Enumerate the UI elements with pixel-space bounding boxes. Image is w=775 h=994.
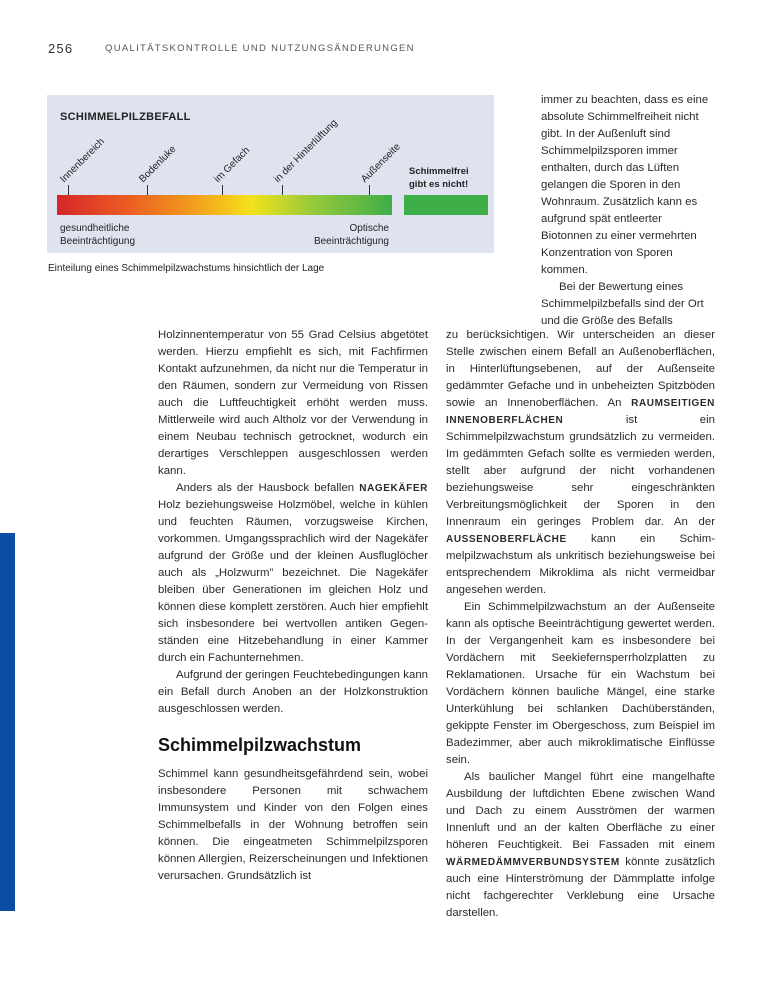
paragraph: Holzinnentemperatur von 55 Grad Celsius abgetötet werden. Hierzu empfiehlt es sich, mit Fachfirmen Kontakt aufzunehmen, da nicht nur die Temperatur in den Räumen, sondern zur Vermeidung von Rissen auch die Luftfeuchtigkeit erhöht werden muss. Mittlerweile wird auch Altholz vor der Verwendung in einem Neubau technisch getrocknet, wodurch ein derartiges Verschleppen ausgeschlossen werden kann. [158, 329, 428, 477]
tick-label-innenbereich: Innenbereich [58, 136, 107, 185]
mold-infestation-figure [47, 95, 494, 253]
severity-gradient-bar [57, 195, 392, 215]
paragraph: Ein Schimmelpilzwachstum an der Außenseite kann als optische Beeinträchtigung gewertet werden. In der Vergangenheit kam es insbesondere bei Vordächern mit Seekiefernsperrholzplatten zu Reklamationen. Ursache für ein Wachstum bei Vordächern können bauliche Mängel, eine starke Unterkühlung bei schlanken Dachüberständen, gekippte Fenster im Obergeschoss, zum Beispiel im Badezimmer, aber auch mikroklimatische Einflüsse sein. [446, 601, 715, 766]
chapter-tab-marker [0, 533, 15, 911]
text-column-right [446, 327, 715, 922]
keyword-nagekaefer: NAGEKÄFER [359, 483, 428, 494]
tick-label-aussenseite: Außenseite [359, 141, 403, 185]
figure-title: SCHIMMELPILZBEFALL [60, 111, 191, 123]
section-heading: Schimmelpilzwachstum [158, 735, 362, 755]
tick-label-bodenluke: Bodenluke [137, 143, 179, 185]
mold-free-box [404, 195, 488, 215]
text-column-top-right [541, 92, 713, 330]
paragraph: immer zu beachten, dass es eine absolute Schimmelfreiheit nicht gibt. In der Außenluft sind Schimmelpilzsporen immer enthalten, durch das Lüften gelangen die Sporen in den Wohnraum. Zusätzlich kann es aufgrund spät entleerter Biotonnen zu einer vermehrten Konzentration von Sporen kommen. [541, 94, 709, 276]
tick-label-hinterlueftung: in der Hinterlüftung [272, 117, 340, 185]
paragraph: Schimmel kann gesundheitsgefährdend sein, wobei insbesondere Personen mit schwachem Immunsystem und Kinder von den Folgen eines Schimmelbefalls in der Wohnung betroffen sein können. Die eingeatmeten Schimmelpilzsporen können Allergien, Reizerscheinungen und Infektionen verursachen. Grundsätzlich ist [158, 768, 428, 882]
figure-caption: Einteilung eines Schimmelpilzwachstums hinsichtlich der Lage [48, 263, 325, 274]
page-number: 256 [48, 41, 74, 56]
tick-label-gefach: im Gefach [212, 144, 253, 185]
paragraph: Anders als der Hausbock befallen NAGEKÄFER Holz beziehungsweise Holzmöbel, welche in kühlen und feuchten Räumen, vorzugsweise Kirchen, vorkommen. Umgangssprachlich wird der Nagekäfer aufgrund der Größe und der kleinen Ausfluglöcher auch als „Holzwurm” bezeichnet. Die Nagekäfer bleiben über Generationen im gleichen Holz und können diese komplett zerstören. Auch hier empfiehlt sich insbesondere bei wertvollen antiken Gegenständen eine Hitzebehandlung in einer Kammer durch ein Fachunternehmen. [158, 482, 428, 664]
paragraph: Als baulicher Mangel führt eine mangelhafte Ausbildung der luftdichten Ebene zwischen Wand und Dach zu einem Ausströmen der warmen Innenluft und an der kalten Oberfläche zu einer höheren Feuchtigkeit. Bei Fassaden mit einem WÄRMEDÄMMVERBUNDSYSTEM könnte zusätzlich auch eine Hinterströmung der Dämmplatte infolge nicht fachgerechter Verklebung eine Ursache darstellen. [446, 771, 715, 919]
keyword-aussenoberflaeche: AUSSENOBERFLÄCHE [446, 534, 567, 545]
paragraph: Aufgrund der geringen Feuchtebedingungen kann ein Befall durch Anoben an der Holzkonstruktion ausgeschlossen werden. [158, 669, 428, 715]
keyword-innenoberflaechen: RAUMSEITIGEN INNENOBERFLÄCHEN [446, 398, 715, 426]
keyword-waermedaemmverbundsystem: WÄRMEDÄMMVERBUNDSYSTEM [446, 857, 620, 868]
mold-free-note: Schimmelfrei gibt es nicht! [409, 166, 469, 190]
paragraph: Bei der Bewertung eines Schimmelpilzbefalls sind der Ort und die Größe des Befalls [541, 281, 704, 327]
health-impairment-label: gesundheitliche Beeinträchtigung [60, 223, 136, 247]
running-header: QUALITÄTSKONTROLLE UND NUTZUNGSÄNDERUNGEN [105, 43, 415, 54]
text-column-middle [158, 327, 428, 885]
paragraph: zu berücksichtigen. Wir unterscheiden an dieser Stelle zwischen einem Befall an Außenoberflächen, in Hinterlüftungsebenen, auf der Außenseite gedämmter Gefache und in unbeheizten Spitzböden sowie an Innenoberflächen. An RAUMSEITIGEN INNENOBERFLÄCHEN ist ein Schimmelpilzwachstum grundsätzlich zu vermeiden. Im gedämmten Gefach sollte es vermieden werden, stellt aber aufgrund der nicht vorhandenen beziehungsweise sehr eingeschränkten Verbreitungsmöglichkeit der Sporen in den Innenraum ein geringes Problem dar. An der AUSSENOBERFLÄCHE kann ein Schimmelpilzwachstum als unkritisch beziehungsweise bei entsprechendem Mikroklima als nicht vermeidbar angesehen werden. [446, 329, 715, 596]
optical-impairment-label: Optische Beeinträchtigung [313, 223, 389, 247]
